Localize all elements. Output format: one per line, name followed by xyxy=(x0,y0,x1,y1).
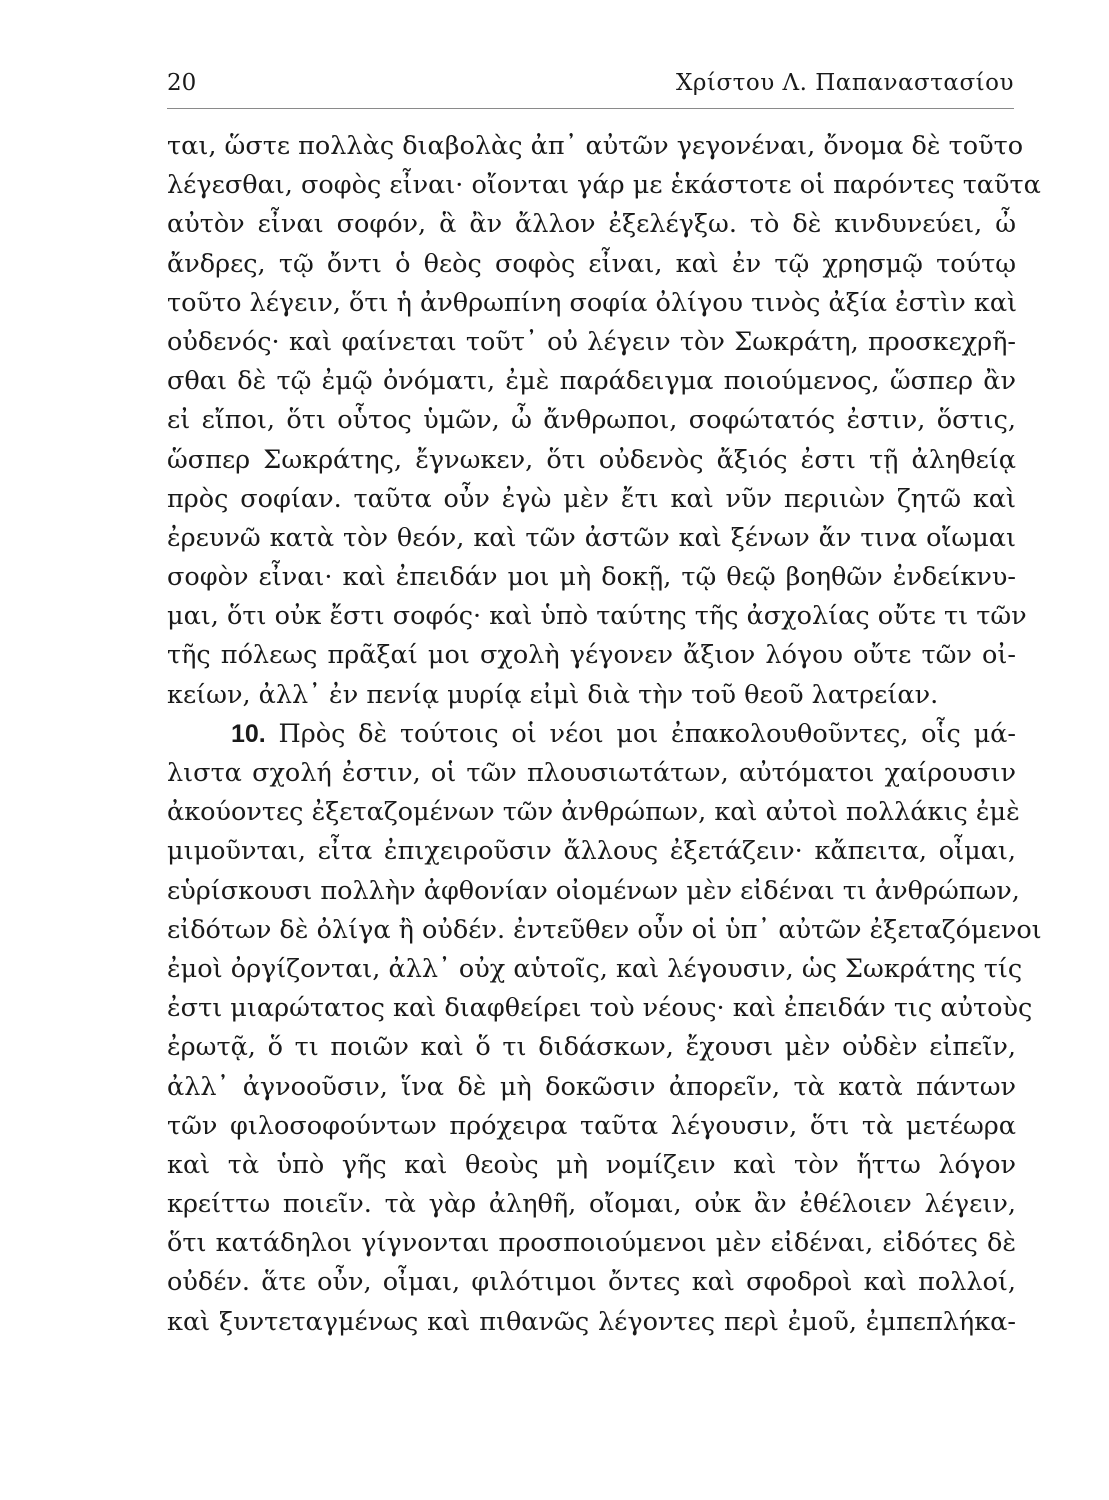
text-line: τῶν φιλοσοφούντων πρόχειρα ταῦτα λέγουσιν, ὅτι τὰ μετέωρα xyxy=(167,1110,1016,1141)
section-first-line-text: Πρὸς δὲ τούτοις οἱ νέοι μοι ἐπακολουθοῦντες, οἷς μά- xyxy=(278,718,1016,749)
text-line: ἐρευνῶ κατὰ τὸν θεόν, καὶ τῶν ἀστῶν καὶ ξένων ἄν τινα οἴωμαι xyxy=(167,522,1016,553)
text-line: ὅτι κατάδηλοι γίγνονται προσποιούμενοι μὲν εἰδέναι, εἰδότες δὲ xyxy=(167,1228,1016,1259)
section-number: 10. xyxy=(231,719,266,748)
text-line: τῆς πόλεως πρᾶξαί μοι σχολὴ γέγονεν ἄξιον λόγου οὔτε τῶν οἰ- xyxy=(167,640,1016,671)
text-line: καὶ τὰ ὑπὸ γῆς καὶ θεοὺς μὴ νομίζειν καὶ τὸν ἥττω λόγον xyxy=(167,1149,1016,1180)
text-line: οὐδέν. ἅτε οὖν, οἶμαι, φιλότιμοι ὄντες καὶ σφοδροὶ καὶ πολλοί, xyxy=(167,1267,1016,1298)
text-line: εὑρίσκουσι πολλὴν ἀφθονίαν οἰομένων μὲν εἰδέναι τι ἀνθρώπων, xyxy=(167,875,1020,906)
text-line: λέγεσθαι, σοφὸς εἶναι· οἴονται γάρ με ἑκάστοτε οἱ παρόντες ταῦτα xyxy=(167,170,1041,201)
text-line: ἀκούοντες ἐξεταζομένων τῶν ἀνθρώπων, καὶ αὐτοὶ πολλάκις ἐμὲ xyxy=(167,797,1020,828)
running-head: Χρίστου Λ. Παπαναστασίου xyxy=(676,70,1014,96)
text-line: ἀλλ᾽ ἀγνοοῦσιν, ἵνα δὲ μὴ δοκῶσιν ἀπορεῖν, τὰ κατὰ πάντων xyxy=(167,1071,1016,1102)
text-line: τοῦτο λέγειν, ὅτι ἡ ἀνθρωπίνη σοφία ὀλίγου τινὸς ἀξία ἐστὶν καὶ xyxy=(167,287,1018,318)
text-line: κρείττω ποιεῖν. τὰ γὰρ ἀληθῆ, οἴομαι, οὐκ ἂν ἐθέλοιεν λέγειν, xyxy=(167,1189,1016,1220)
text-line: καὶ ξυντεταγμένως καὶ πιθανῶς λέγοντες περὶ ἐμοῦ, ἐμπεπλήκα- xyxy=(167,1306,1016,1337)
text-line: σοφὸν εἶναι· καὶ ἐπειδάν μοι μὴ δοκῇ, τῷ θεῷ βοηθῶν ἐνδείκνυ- xyxy=(167,562,1016,593)
text-line: ται, ὥστε πολλὰς διαβολὰς ἀπ᾽ αὐτῶν γεγονέναι, ὄνομα δὲ τοῦτο xyxy=(167,131,1024,161)
section-heading-line xyxy=(167,715,1016,754)
text-line: πρὸς σοφίαν. ταῦτα οὖν ἐγὼ μὲν ἔτι καὶ νῦν περιιὼν ζητῶ καὶ xyxy=(167,483,1016,514)
text-line: ἐμοὶ ὀργίζονται, ἀλλ᾽ οὐχ αὑτοῖς, καὶ λέγουσιν, ὡς Σωκράτης τίς xyxy=(167,953,1023,984)
text-line: ἄνδρες, τῷ ὄντι ὁ θεὸς σοφὸς εἶναι, καὶ ἐν τῷ χρησμῷ τούτῳ xyxy=(167,248,1016,279)
page-header xyxy=(167,68,1014,109)
text-line: ἐστι μιαρώτατος καὶ διαφθείρει τοὺ νέους· καὶ ἐπειδάν τις αὐτοὺς xyxy=(167,993,1033,1024)
text-line: μαι, ὅτι οὐκ ἔστι σοφός· καὶ ὑπὸ ταύτης τῆς ἀσχολίας οὔτε τι τῶν xyxy=(167,601,1027,632)
text-line: λιστα σχολή ἐστιν, οἱ τῶν πλουσιωτάτων, αὐτόματοι χαίρουσιν xyxy=(167,758,1016,788)
paragraph-last-line: κείων, ἀλλ᾽ ἐν πενίᾳ μυρίᾳ εἰμὶ διὰ τὴν τοῦ θεοῦ λατρείαν. xyxy=(167,679,939,710)
text-line: οὐδενός· καὶ φαίνεται τοῦτ᾽ οὐ λέγειν τὸν Σωκράτη, προσκεχρῆ- xyxy=(167,326,1016,357)
page-number: 20 xyxy=(167,70,197,96)
text-line: μιμοῦνται, εἶτα ἐπιχειροῦσιν ἄλλους ἐξετάζειν· κἄπειτα, οἶμαι, xyxy=(167,836,1016,867)
text-line: αὐτὸν εἶναι σοφόν, ἃ ἂν ἄλλον ἐξελέγξω. τὸ δὲ κινδυνεύει, ὦ xyxy=(167,209,1016,240)
text-line: εἰδότων δὲ ὀλίγα ἢ οὐδέν. ἐντεῦθεν οὖν οἱ ὑπ᾽ αὐτῶν ἐξεταζόμενοι xyxy=(167,914,1042,945)
body-text xyxy=(167,127,1042,1342)
text-line: σθαι δὲ τῷ ἐμῷ ὀνόματι, ἐμὲ παράδειγμα ποιούμενος, ὥσπερ ἂν xyxy=(167,366,1016,397)
text-line: εἰ εἴποι, ὅτι οὗτος ὑμῶν, ὦ ἄνθρωποι, σοφώτατός ἐστιν, ὅστις, xyxy=(167,405,1016,436)
text-line: ἐρωτᾷ, ὅ τι ποιῶν καὶ ὅ τι διδάσκων, ἔχουσι μὲν οὐδὲν εἰπεῖν, xyxy=(167,1032,1016,1063)
text-line: ὥσπερ Σωκράτης, ἔγνωκεν, ὅτι οὐδενὸς ἄξιός ἐστι τῇ ἀληθείᾳ xyxy=(167,444,1016,475)
